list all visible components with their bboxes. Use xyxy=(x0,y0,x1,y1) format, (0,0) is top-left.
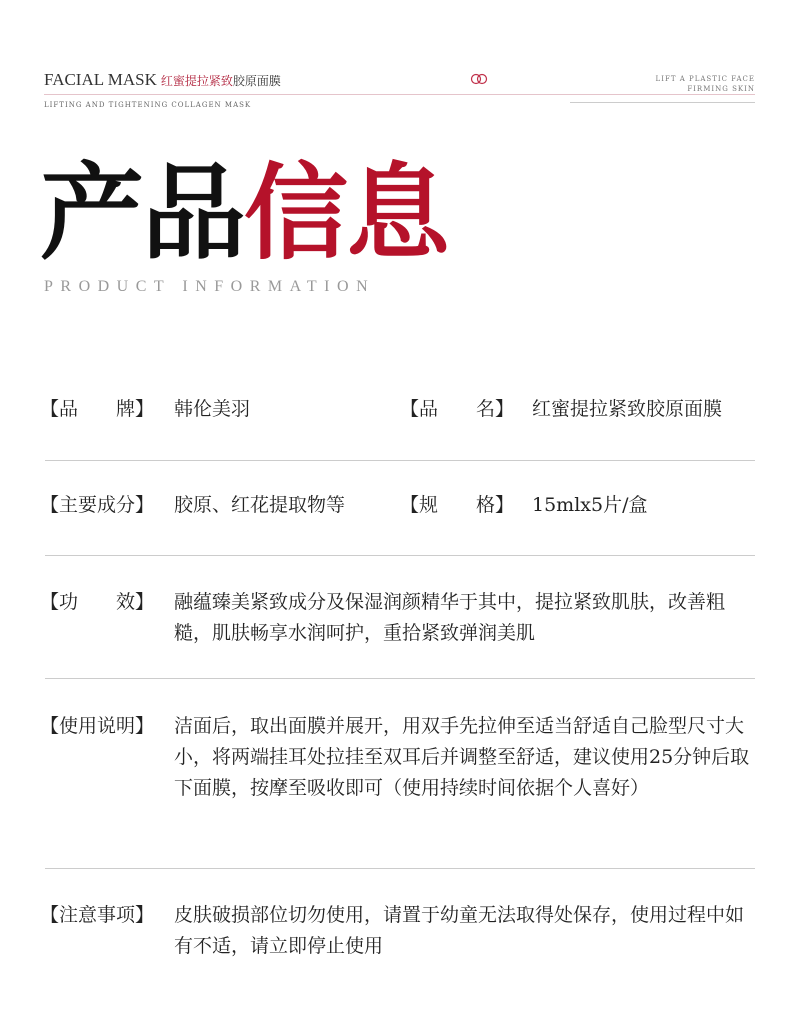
label-name: 【品 名】 xyxy=(400,398,515,420)
title-part1: 产品 xyxy=(40,151,245,274)
value-caution: 皮肤破损部位切勿使用，请置于幼童无法取得处保存，使用过程中如有不适，请立即停止使用 xyxy=(174,904,745,957)
label-caution: 【注意事项】 xyxy=(40,904,155,926)
value-name: 红蜜提拉紧致胶原面膜 xyxy=(532,398,723,420)
page-title xyxy=(40,151,449,274)
brand-cn-red: 红蜜提拉紧致 xyxy=(160,74,233,88)
value-brand: 韩伦美羽 xyxy=(174,398,251,420)
divider xyxy=(45,868,755,869)
tagline-1: LIFT A PLASTIC FACE xyxy=(655,75,755,83)
value-spec: 15mlx5片/盒 xyxy=(532,494,648,516)
tagline-2: FIRMING SKIN xyxy=(687,85,755,93)
brand-en: FACIAL MASK xyxy=(44,70,157,89)
label-ingredients: 【主要成分】 xyxy=(40,494,155,516)
title-english: PRODUCT INFORMATION xyxy=(44,278,376,295)
divider xyxy=(45,460,755,461)
header-subtitle: LIFTING AND TIGHTENING COLLAGEN MASK xyxy=(44,101,252,109)
divider xyxy=(45,555,755,556)
header-divider-short xyxy=(570,102,755,103)
label-brand: 【品 牌】 xyxy=(40,398,155,420)
value-usage: 洁面后，取出面膜并展开，用双手先拉伸至适当舒适自己脸型尺寸大小，将两端挂耳处拉挂至双耳后并调整至舒适，建议使用25分钟后取下面膜，按摩至吸收即可（使用持续时间依据个人喜好） xyxy=(174,715,750,799)
value-ingredients: 胶原、红花提取物等 xyxy=(174,494,346,516)
brand-header xyxy=(44,70,281,90)
divider xyxy=(45,678,755,679)
rings-icon xyxy=(470,73,488,85)
brand-cn: 胶原面膜 xyxy=(232,74,281,88)
header-divider xyxy=(44,94,755,95)
title-part2: 信息 xyxy=(244,151,449,274)
label-effect: 【功 效】 xyxy=(40,591,155,613)
header-tagline xyxy=(656,74,755,94)
value-effect: 融蕴臻美紧致成分及保湿润颜精华于其中，提拉紧致肌肤，改善粗糙，肌肤畅享水润呵护，重拾紧致弹润美肌 xyxy=(174,591,726,644)
label-spec: 【规 格】 xyxy=(400,494,515,516)
label-usage: 【使用说明】 xyxy=(40,715,155,737)
